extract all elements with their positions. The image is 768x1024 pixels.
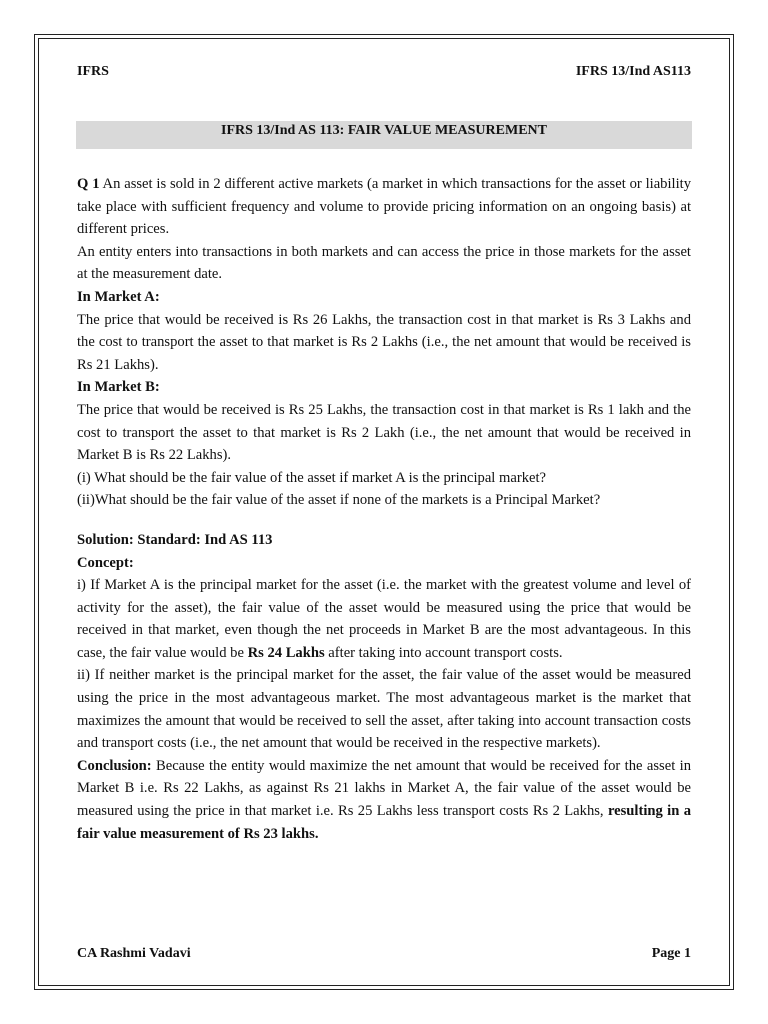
question-label: Q 1: [77, 176, 100, 192]
concept-i-text: i) If Market A is the principal market for the asset (i.e. the market with the greatest volume and level of activity for the asset), the fair value of the asset would be measured using the price that would be received in that market, even though the net proceeds in Market B are the most advantageous. In this case, the fair value would be: [77, 577, 691, 661]
question-ii: (ii)What should be the fair value of the asset if none of the markets is a Principal Market?: [77, 492, 601, 509]
question-text: An asset is sold in 2 different active markets (a market in which transactions for the asset or liability take place with sufficient frequency and volume to provide pricing information on an ongoing basis) at different prices.: [77, 176, 691, 238]
document-body: [77, 173, 691, 845]
market-b-heading: In Market B:: [77, 379, 160, 396]
page-number: Page 1: [651, 946, 691, 961]
concept-ii: ii) If neither market is the principal market for the asset, the fair value of the asset would be measured using the price in the most advantageous market. The most advantageous market is the market that maximizes the amount that would be received to sell the asset, after taking into account transaction costs and transport costs (i.e., the net amount that would be received in the respective markets).: [77, 667, 691, 752]
conclusion-result: resulting in a fair value measurement of Rs 23 lakhs.: [77, 803, 691, 842]
market-a-text: The price that would be received is Rs 26 Lakhs, the transaction cost in that market is Rs 3 Lakhs and the cost to transport the asset to that market is Rs 2 Lakhs (i.e., the net amount that would be received is Rs 21 Lakhs).: [77, 311, 691, 373]
page-title: IFRS 13/Ind AS 113: FAIR VALUE MEASUREMENT: [76, 121, 692, 149]
concept-i-value: Rs 24 Lakhs: [247, 644, 325, 661]
question-i: (i) What should be the fair value of the asset if market A is the principal market?: [77, 469, 547, 486]
concept-heading: Concept:: [77, 554, 134, 571]
solution-heading: Solution: Standard: Ind AS 113: [77, 531, 273, 548]
conclusion-text: Because the entity would maximize the net amount that would be received for the asset in Market B i.e. Rs 22 Lakhs, as against Rs 21 lakhs in Market A, the fair value of the asset would be measured using the price in that market i.e. Rs 25 Lakhs less transport costs Rs 2 Lakhs,: [77, 757, 691, 820]
market-a-heading: In Market A:: [77, 288, 160, 305]
header-left: IFRS: [77, 64, 109, 79]
concept-i-tail: after taking into account transport costs.: [324, 644, 563, 661]
footer-author: CA Rashmi Vadavi: [77, 946, 191, 961]
question-intro: [77, 173, 691, 241]
market-b-text: The price that would be received is Rs 25 Lakhs, the transaction cost in that market is Rs 1 lakh and the cost to transport the asset to that market is Rs 2 Lakh (i.e., the net amount that would be received in Market B is Rs 22 Lakhs).: [77, 401, 691, 464]
conclusion: [77, 755, 691, 845]
conclusion-label: Conclusion:: [77, 757, 152, 774]
concept-i: [77, 574, 691, 664]
question-para2: An entity enters into transactions in both markets and can access the price in those markets for the asset at the measurement date.: [77, 243, 691, 283]
header-right: IFRS 13/Ind AS113: [575, 64, 691, 79]
